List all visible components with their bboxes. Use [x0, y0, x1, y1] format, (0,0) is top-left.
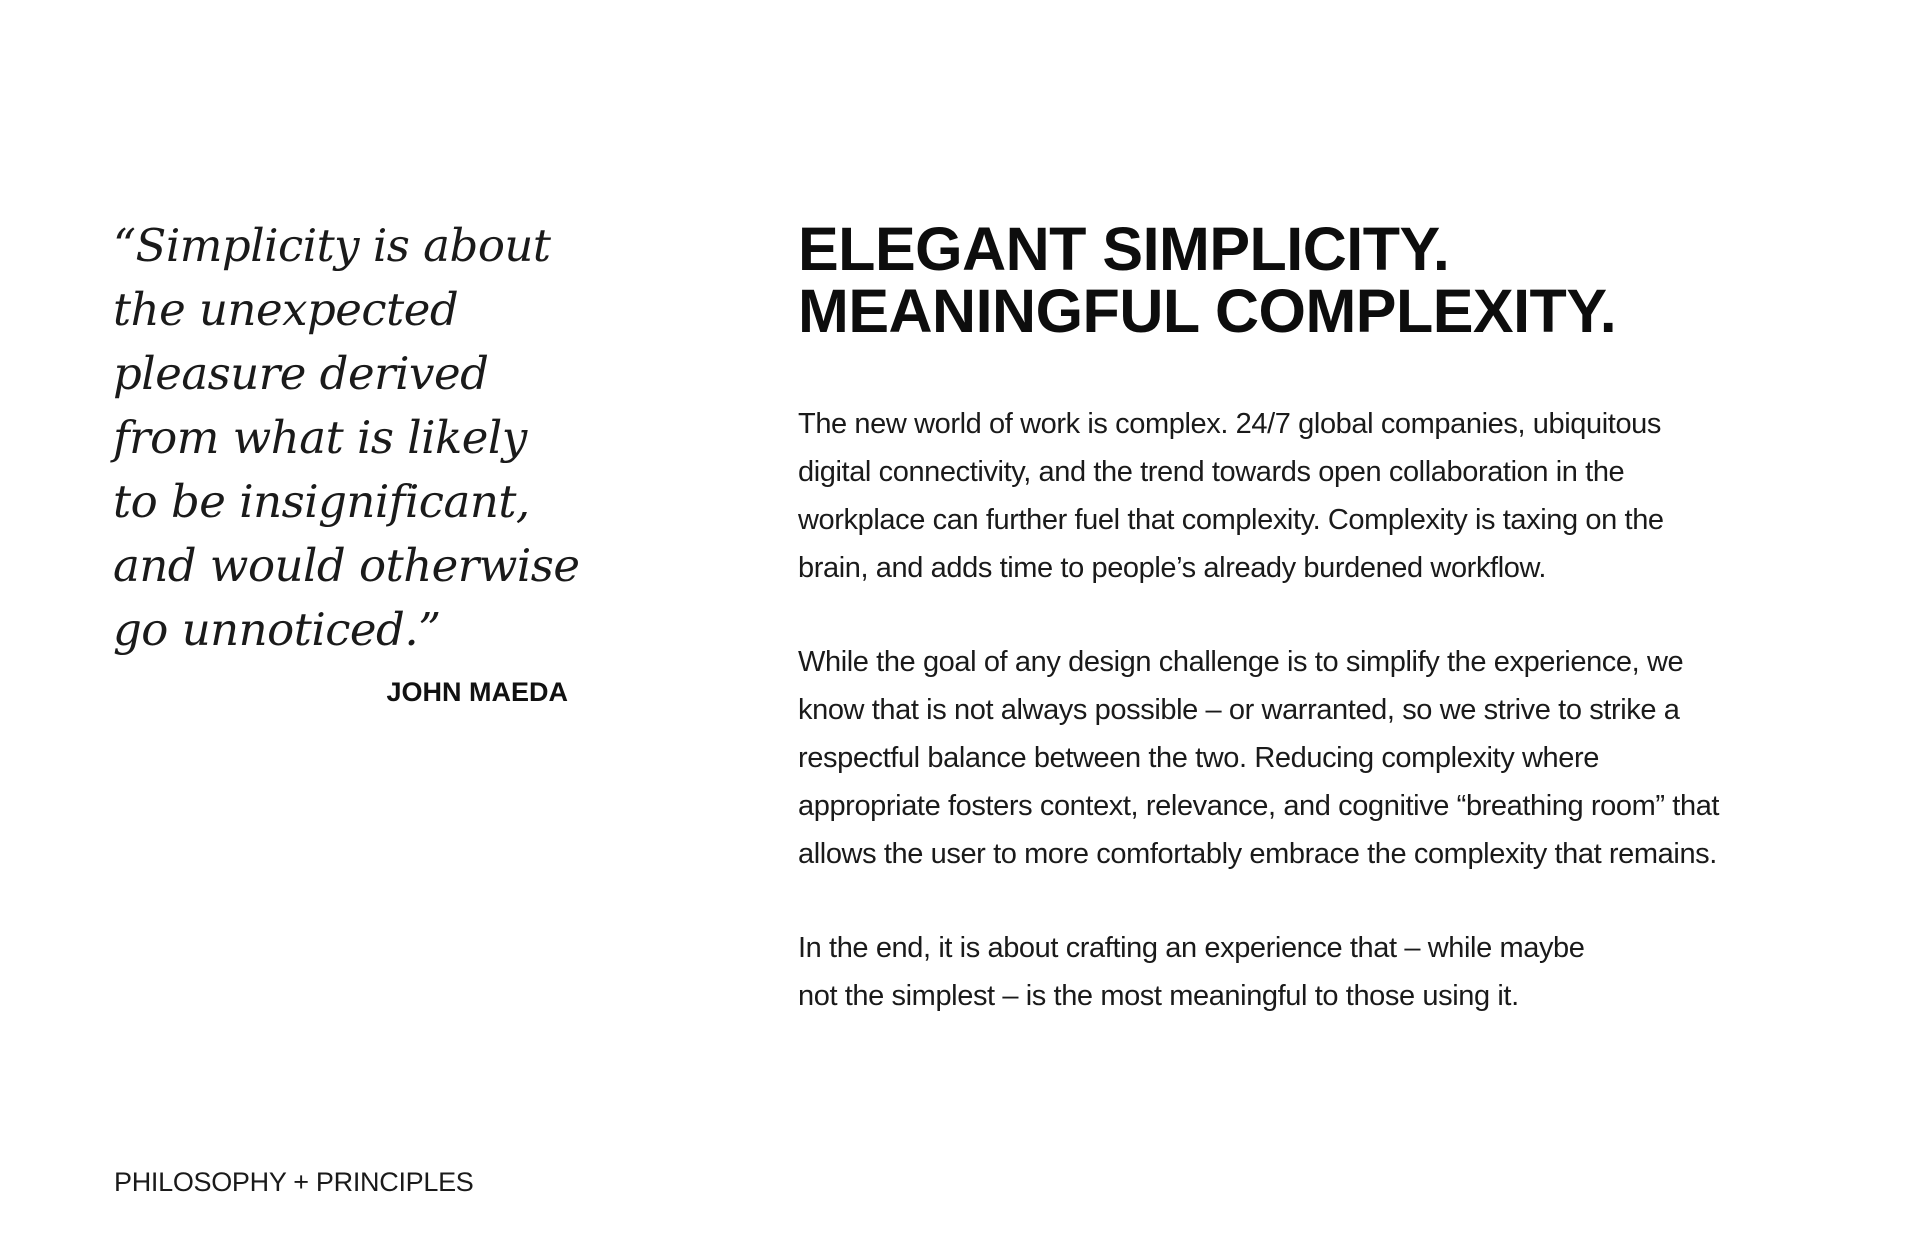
page-title-line: ELEGANT SIMPLICITY.	[798, 215, 1450, 283]
body-paragraph	[798, 924, 1878, 1020]
body-copy	[798, 400, 1878, 1066]
section-footer-label: PHILOSOPHY + PRINCIPLES	[114, 1167, 474, 1197]
quote-line: and would otherwise	[113, 539, 580, 592]
body-line: digital connectivity, and the trend towards open collaboration in the	[798, 456, 1625, 488]
body-line: respectful balance between the two. Reducing complexity where	[798, 742, 1599, 774]
page-title	[798, 215, 1898, 345]
body-line: brain, and adds time to people’s already burdened workflow.	[798, 552, 1547, 584]
quote-line: from what is likely	[113, 411, 527, 464]
body-line: appropriate fosters context, relevance, and cognitive “breathing room” that	[798, 790, 1720, 822]
quote-line: go unnoticed.”	[113, 603, 441, 656]
quote-line: to be insignificant,	[113, 475, 530, 528]
pull-quote	[113, 214, 583, 662]
body-paragraph	[798, 400, 1878, 592]
quote-line: the unexpected	[113, 283, 459, 336]
body-line: allows the user to more comfortably embrace the complexity that remains.	[798, 838, 1717, 870]
body-line: workplace can further fuel that complexity. Complexity is taxing on the	[798, 504, 1664, 536]
body-paragraph	[798, 638, 1878, 878]
page-title-line: MEANINGFUL COMPLEXITY.	[798, 277, 1617, 345]
body-line: know that is not always possible – or warranted, so we strive to strike a	[798, 694, 1680, 726]
quote-line: “Simplicity is about	[113, 219, 551, 272]
quote-attribution: JOHN MAEDA	[386, 677, 568, 707]
body-line: While the goal of any design challenge is to simplify the experience, we	[798, 646, 1684, 678]
body-line: The new world of work is complex. 24/7 global companies, ubiquitous	[798, 408, 1661, 440]
body-line: not the simplest – is the most meaningful to those using it.	[798, 980, 1519, 1012]
body-line: In the end, it is about crafting an experience that – while maybe	[798, 932, 1585, 964]
quote-line: pleasure derived	[113, 347, 489, 400]
